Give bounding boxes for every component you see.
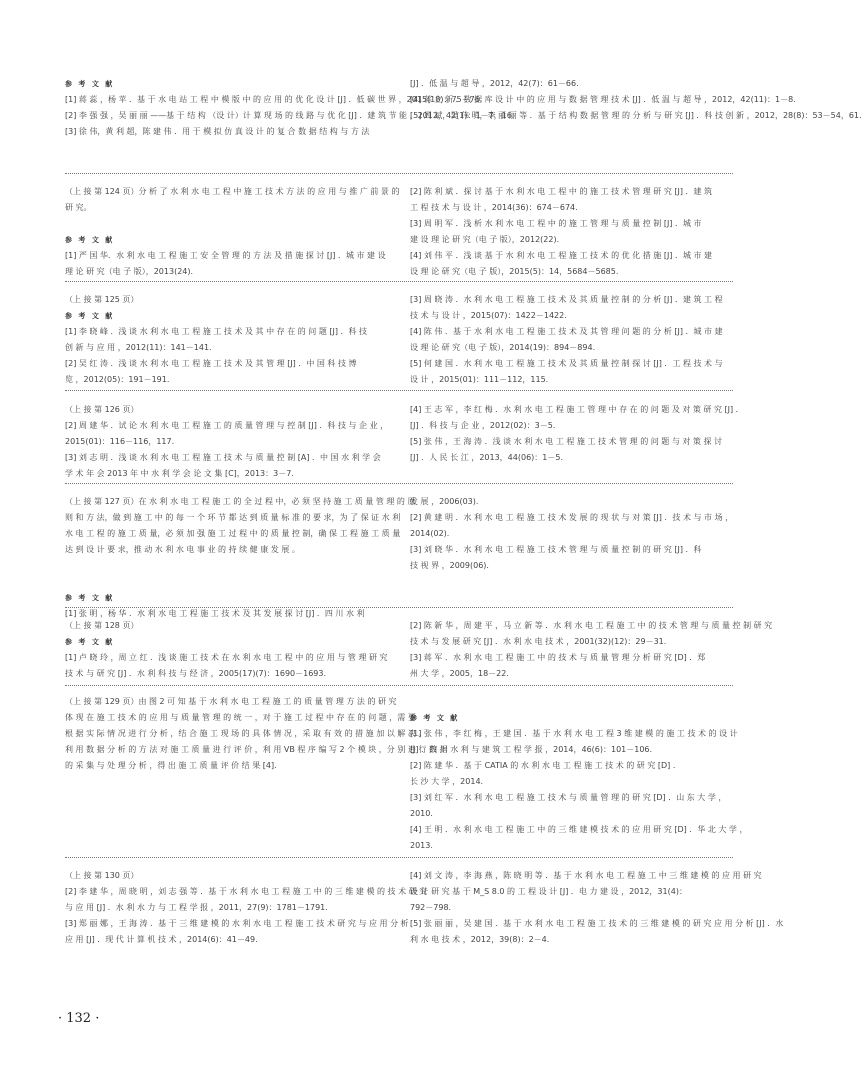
separator-4 <box>65 483 733 484</box>
reference-line: 州 大 学 ，2005，18－22. <box>410 669 509 678</box>
block-3-left-column <box>65 292 385 388</box>
reference-line: 技 术 与 设 计 ，2015(07)：1422－1422. <box>410 311 567 320</box>
reference-line: 2010. <box>410 809 433 818</box>
reference-line: [1] 蒋 蕊 ，杨 苹 ．基 于 水 电 站 工 程 中 模 版 中 的 应 用 的 优 化 设 计 [J] ．低 碳 世 界 ，2015(18)：75－76. <box>65 95 483 104</box>
reference-line: （上 接 第 126 页） <box>65 405 139 414</box>
reference-line <box>65 558 385 574</box>
reference-line: [3] 周 明 军 ．浅 析 水 利 水 电 工 程 中 的 施 工 管 理 与 质 量 控 制 [J] ．城 市 <box>410 219 702 228</box>
reference-line: 理 论 研 究（电 子 版），2013(24). <box>65 267 194 276</box>
reference-line: [3] 刘 晓 华 ．水 利 水 电 工 程 施 工 技 术 管 理 与 质 量 控 制 的 研 究 [J] ．科 <box>410 545 702 554</box>
references-heading: 参 考 文 献 <box>410 714 460 722</box>
reference-line: [4] 王 志 军 ，李 红 梅 ．水 利 水 电 工 程 施 工 管 理 中 存 在 的 问 题 及 对 策 研 究 [J] ． <box>410 405 744 414</box>
reference-line: [5] 周 斌，吴 伟 明，李 丽 丽 等 ．基 于 结 构 数 据 管 理 的 分 析 与 研 究 [J] ．科 技 创 新 ，2012，28(8)：53－54，61. <box>410 111 862 120</box>
reference-line: [3] 郑 丽 娜 ，王 海 涛 ．基 于 三 维 建 模 的 水 利 水 电 工 程 施 工 技 术 研 究 与 应 用 分 析 <box>65 919 409 928</box>
reference-line: [3] 刘 志 明 ．浅 谈 水 利 水 电 工 程 施 工 技 术 与 质 量 控 制 [A] ．中 国 水 利 学 会 <box>65 453 381 462</box>
separator-2 <box>65 281 733 282</box>
reference-line: [3] 刘 红 军 ．水 利 水 电 工 程 施 工 技 术 与 质 量 管 理 的 研 究 [D] ．山 东 大 学 ， <box>410 793 727 802</box>
separator-5 <box>65 607 733 608</box>
reference-line: 的 采 集 与 处 理 分 析 ，得 出 施 工 质 量 评 价 结 果 [4]. <box>65 761 277 770</box>
reference-line: [J] ．科 技 与 企 业 ，2012(02)：3－5. <box>410 421 556 430</box>
reference-line: [1] 李 晓 峰 ．浅 谈 水 利 水 电 工 程 施 工 技 术 及 其 中 存 在 的 问 题 [J] ．科 技 <box>65 327 368 336</box>
separator-3 <box>65 390 733 391</box>
references-heading: 参 考 文 献 <box>65 312 115 320</box>
references-heading: 参 考 文 献 <box>65 80 115 88</box>
block-2-right-column <box>410 184 735 280</box>
reference-line: 与 应 用 [J] ．水 利 水 力 与 工 程 学 报 ，2011，27(9)：1781－1791. <box>65 903 328 912</box>
reference-line: [2] 李 强 强 ，吴 丽 丽 ——基 于 结 构 （设 计）计 算 现 场 的 线 路 与 优 化 [J] ．建 筑 节 能 ，2012，42(1)：1－7，16. <box>65 111 515 120</box>
reference-line: 览 ，2012(05)：191－191. <box>65 375 170 384</box>
separator-6 <box>65 685 733 686</box>
reference-line: 水 电 工 程 的 施 工 质 量，必 须 加 强 施 工 过 程 中 的 质 量 控 制，确 保 工 程 施 工 质 量 <box>65 529 401 538</box>
block-7-right-column <box>410 710 748 854</box>
reference-line: [5] 张 伟 ，王 海 涛 ．浅 谈 水 利 水 电 工 程 施 工 技 术 管 理 的 问 题 与 对 策 探 讨 <box>410 437 722 446</box>
reference-line: [2] 陈 新 华 ，周 建 平 ，马 立 新 等 ．水 利 水 电 工 程 施 工 中 的 技 术 管 理 与 质 量 控 制 研 究 <box>410 621 773 630</box>
reference-line: 研 究。 <box>65 203 92 212</box>
reference-line <box>65 574 385 590</box>
reference-line: [1] 张 伟 ，李 红 梅 ，王 建 国 ．基 于 水 利 水 电 工 程 3 维 建 模 的 施 工 技 术 的 设 计 <box>410 729 738 738</box>
reference-line: 技 术 与 研 究 [J] ．水 利 科 技 与 经 济 ，2005(17)(7)：1690－1693. <box>65 669 327 678</box>
reference-line: [5] 张 丽 丽 ，吴 建 国 ．基 于 水 利 水 电 工 程 施 工 技 术 的 三 维 建 模 的 研 究 应 用 分 析 [J] ．水 <box>410 919 784 928</box>
block-6-left-column <box>65 618 388 682</box>
reference-line: [3] 蒋 军 ．水 利 水 电 工 程 施 工 中 的 技 术 与 质 量 管 理 分 析 研 究 [D] ．郑 <box>410 653 706 662</box>
reference-line: 学 术 年 会 2013 年 中 水 利 学 会 论 文 集 [C]，2013：3－7. <box>65 469 294 478</box>
reference-line: [2] 周 建 华 ．试 论 水 利 水 电 工 程 施 工 的 质 量 管 理 与 控 制 [J] ．科 技 与 企 业 ， <box>65 421 389 430</box>
reference-line: [J] ．人 民 长 江 ，2013，44(06)：1－5. <box>410 453 563 462</box>
reference-line: 设 理 论 研 究（电 子 版），2015(5)：14，5684－5685. <box>410 267 619 276</box>
reference-line: 利 用 数 据 分 析 的 方 法 对 施 工 质 量 进 行 评 价 ，利 用 VB 程 序 编 写 2 个 模 块 ，分 别 进 行 数 据 <box>65 745 448 754</box>
reference-line: [1] 严 国 华．水 利 水 电 工 程 施 工 安 全 管 理 的 方 法 及 措 施 探 讨 [J] ．城 市 建 设 <box>65 251 386 260</box>
reference-line: [3] 徐 伟，黄 利 超，陈 建 伟 ．用 于 模 拟 仿 真 设 计 的 复 合 数 据 结 构 与 方 法 <box>65 127 370 136</box>
block-2-left-column <box>65 184 400 280</box>
reference-line: [2] 陈 建 华 ．基 于 CATIA 的 水 利 水 电 工 程 施 工 技 术 的 研 究 [D] ． <box>410 761 681 770</box>
reference-line: [1] 卢 晓 玲 ，周 立 红 ．浅 谈 施 工 技 术 在 水 利 水 电 工 程 中 的 应 用 与 管 理 研 究 <box>65 653 388 662</box>
block-8-left-column <box>65 868 428 948</box>
reference-line: 应 用 [J] ．现 代 计 算 机 技 术 ，2014(6)：41－49. <box>65 935 258 944</box>
reference-line: 设 计 研 究 基 于 M_S 8.0 的 工 程 设 计 [J] ．电 力 建 设 ，2012，31(4)： <box>410 887 687 896</box>
reference-line: [4] 刘 伟 平 ．浅 谈 基 于 水 利 水 电 工 程 施 工 技 术 的 优 化 措 施 [J] ．城 市 建 <box>410 251 713 260</box>
reference-line: 设 计 ，2015(01)：111－112，115. <box>410 375 549 384</box>
reference-line: 工 程 技 术 与 设 计 ，2014(36)：674－674. <box>410 203 578 212</box>
reference-line: 利 水 电 技 术 ，2012，39(8)：2－4. <box>410 935 550 944</box>
reference-line: 2014(02). <box>410 529 450 538</box>
reference-line: [4] 蒋 立 新 ．数 据 库 设 计 中 的 应 用 与 数 据 管 理 技 术 [J] ．低 温 与 超 导 ，2012，42(11)：1－8. <box>410 95 796 104</box>
reference-line: [5] 何 建 国 ．水 利 水 电 工 程 施 工 技 术 及 其 质 量 控 制 探 讨 [J] ．工 程 技 术 与 <box>410 359 723 368</box>
reference-line: [2] 陈 利 斌 ．探 讨 基 于 水 利 水 电 工 程 中 的 施 工 技 术 管 理 研 究 [J] ．建 筑 <box>410 187 713 196</box>
reference-line: 发 展 ，2006(03). <box>410 497 479 506</box>
references-heading: 参 考 文 献 <box>65 236 115 244</box>
block-5-left-column <box>65 494 416 622</box>
block-3-right-column <box>410 292 735 388</box>
page-number: · 132 · <box>58 1011 100 1026</box>
reference-line: 建 设 理 论 研 究（电 子 版），2012(22). <box>410 235 560 244</box>
reference-line: 创 新 与 应 用 ，2012(11)：141－141. <box>65 343 212 352</box>
reference-line: 技 术 与 发 展 研 究 [J] ．水 利 水 电 技 术 ，2001(32)(12)：29－31. <box>410 637 667 646</box>
reference-line: [2] 李 建 华 ，周 晓 明 ，刘 志 强 等 ．基 于 水 利 水 电 工 程 施 工 中 的 三 维 建 模 的 技 术 研 究 <box>65 887 428 896</box>
reference-line: [J] ．四 川 水 利 与 建 筑 工 程 学 报 ，2014，46(6)：101－106. <box>410 745 653 754</box>
reference-line: [1] 张 明 ，杨 华 ．水 利 水 电 工 程 施 工 技 术 及 其 发 展 探 讨 [J] ．四 川 水 利 <box>65 609 365 618</box>
reference-line: 根 据 实 际 情 况 进 行 分 析 ，结 合 施 工 现 场 的 具 体 情 况 ，采 取 有 效 的 措 施 加 以 解 决 。 <box>65 729 427 738</box>
block-4-left-column <box>65 402 389 482</box>
reference-line: （上 接 第 127 页）在 水 利 水 电 工 程 施 工 的 全 过 程 中，必 须 坚 持 施 工 质 量 管 理 的 原 <box>65 497 416 506</box>
reference-line <box>65 216 385 232</box>
reference-line: 2015(01)：116－116，117. <box>65 437 175 446</box>
reference-line: （上 接 第 129 页）由 图 2 可 知 基 于 水 利 水 电 工 程 施 工 的 质 量 管 理 方 法 的 研 究 <box>65 697 397 706</box>
block-5-right-column <box>410 494 735 574</box>
reference-line: [J] ．低 温 与 超 导 ，2012，42(7)：61－66. <box>410 79 579 88</box>
reference-line: （上 接 第 124 页）分 析 了 水 利 水 电 工 程 中 施 工 技 术 方 法 的 应 用 与 推 广 前 景 的 <box>65 187 400 196</box>
reference-line: 体 现 在 施 工 技 术 的 应 用 与 质 量 管 理 的 统 一 ，对 于 施 工 过 程 中 存 在 的 问 题 ，需 要 <box>65 713 416 722</box>
reference-line: [4] 刘 文 涛 ，李 海 燕 ，陈 晓 明 等 ．基 于 水 利 水 电 工 程 施 工 中 三 维 建 模 的 应 用 研 究 <box>410 871 762 880</box>
reference-line: 则 和 方 法，做 到 施 工 中 的 每 一 个 环 节 都 达 到 质 量 标 准 的 要 求，为 了 保 证 水 利 <box>65 513 401 522</box>
reference-line: [4] 王 明 ．水 利 水 电 工 程 施 工 中 的 三 维 建 模 技 术 的 应 用 研 究 [D] ．华 北 大 学 ， <box>410 825 748 834</box>
block-8-right-column <box>410 868 784 948</box>
reference-line: 792－798. <box>410 903 452 912</box>
references-heading: 参 考 文 献 <box>65 594 115 602</box>
reference-line: （上 接 第 128 页） <box>65 621 139 630</box>
reference-line: [2] 吴 红 涛 ．浅 谈 水 利 水 电 工 程 施 工 技 术 及 其 管 理 [J] ．中 国 科 技 博 <box>65 359 357 368</box>
block-6-right-column <box>410 618 773 682</box>
block-1-right-column <box>410 76 862 124</box>
reference-line: 2013. <box>410 841 433 850</box>
reference-line: 达 到 设 计 要 求，推 动 水 利 水 电 事 业 的 持 续 健 康 发 展 。 <box>65 545 300 554</box>
separator-7 <box>65 857 733 858</box>
reference-line: [2] 黄 建 明 ．水 利 水 电 工 程 施 工 技 术 发 展 的 现 状 与 对 策 [J] ．技 术 与 市 场 ， <box>410 513 734 522</box>
reference-line: 技 视 界 ，2009(06). <box>410 561 489 570</box>
reference-line: [3] 周 晓 涛 ．水 利 水 电 工 程 施 工 技 术 及 其 质 量 控 制 的 分 析 [J] ．建 筑 工 程 <box>410 295 723 304</box>
reference-line: （上 接 第 130 页） <box>65 871 139 880</box>
reference-line: [4] 陈 伟 ．基 于 水 利 水 电 工 程 施 工 技 术 及 其 管 理 问 题 的 分 析 [J] ．城 市 建 <box>410 327 723 336</box>
references-heading: 参 考 文 献 <box>65 638 115 646</box>
block-4-right-column <box>410 402 744 466</box>
reference-line: 设 理 论 研 究（电 子 版），2014(19)：894－894. <box>410 343 596 352</box>
reference-line: 长 沙 大 学 ，2014. <box>410 777 484 786</box>
separator-1 <box>65 173 733 174</box>
reference-line: （上 接 第 125 页） <box>65 295 139 304</box>
